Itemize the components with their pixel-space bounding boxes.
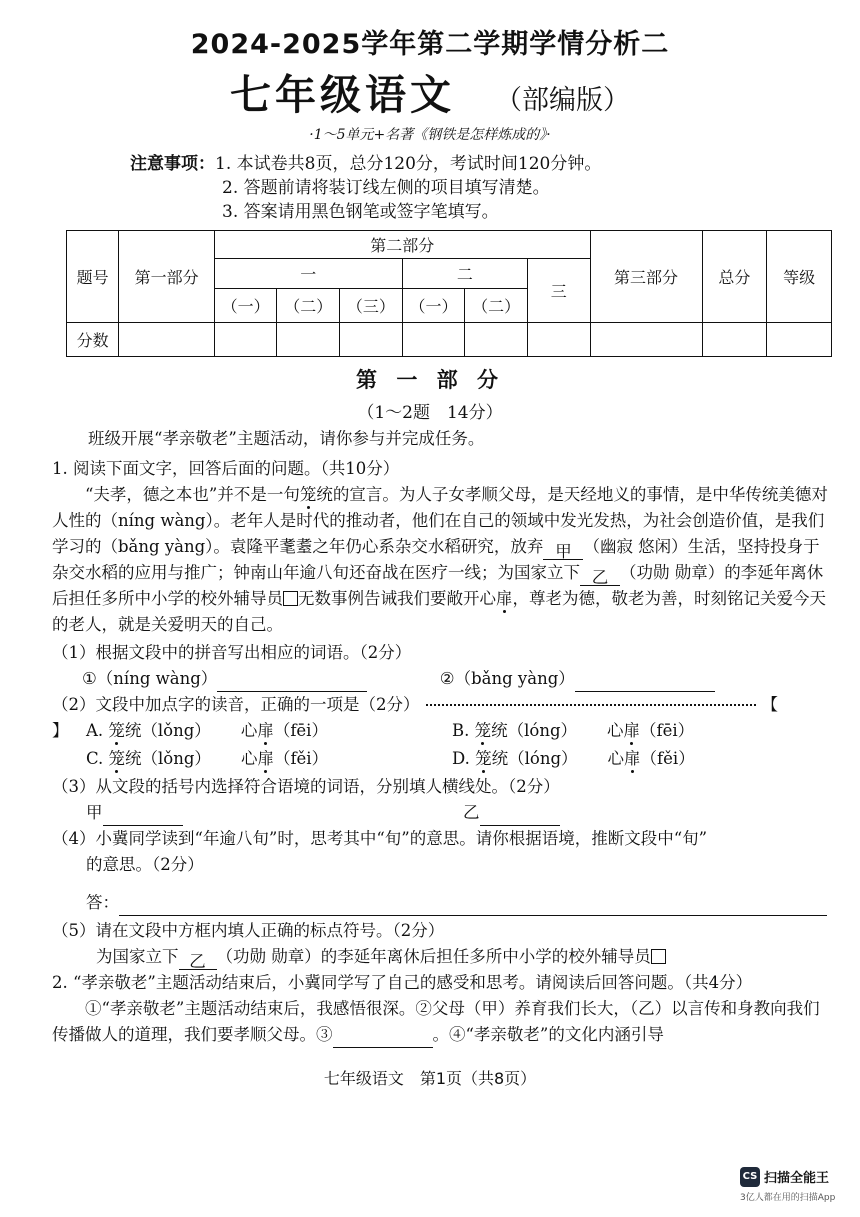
header-qnum: 题号 (67, 231, 119, 323)
section-title: 第 一 部 分 (356, 368, 504, 392)
answer-blank[interactable] (333, 1027, 433, 1048)
option-d[interactable]: D. 笼统（lóng） 心扉（fěi） (452, 749, 695, 768)
watermark-slogan: 3亿人都在用的扫描App (740, 1192, 836, 1203)
q1-options-ab (52, 718, 832, 744)
q1-heading: 1. 阅读下面文字，回答后面的问题。（共10分） (52, 459, 400, 478)
section-intro: 班级开展“孝亲敬老”主题活动，请你参与并完成任务。 (88, 429, 485, 448)
dotted-char: 扉 (496, 589, 513, 608)
option-c[interactable]: C. 笼统（lǒng） 心扉（fěi） (86, 749, 329, 768)
blank-jia[interactable]: 甲 (543, 539, 583, 560)
exam-year-title: 2024-2025学年第二学期学情分析二 (190, 29, 670, 60)
row-score-label: 分数 (67, 323, 119, 357)
q2-heading: 2. “孝亲敬老”主题活动结束后，小冀同学写了自己的感受和思考。请阅读后回答问题。（共4分） (52, 973, 753, 992)
option-b[interactable]: B. 笼统（lóng） 心扉（fēi） (452, 721, 695, 740)
header-group-two: 二 (402, 259, 527, 289)
notice-block (130, 152, 601, 224)
header-part2: 第二部分 (214, 231, 590, 259)
notice-item: 1. 本试卷共8页，总分120分，考试时间120分钟。 (215, 154, 602, 174)
dotted-char: 笼 (299, 485, 317, 504)
punctuation-box[interactable] (283, 591, 298, 606)
q2-passage: ①“孝亲敬老”主题活动结束后，我感悟很深。②父母（甲）养育我们长大，（乙）以言传和身教向我们传播做人的道理，我们要孝顺父母。③ 。④“孝亲敬老”的文化内涵引导 (52, 996, 832, 1048)
bracket-left: 【 (761, 695, 778, 714)
score-cell[interactable] (340, 323, 403, 357)
header-group-three: 三 (527, 259, 590, 323)
notice-item: 2. 答题前请将装订线左侧的项目填写清楚。 (222, 178, 550, 198)
page-footer: 七年级语文 第1页（共8页） (323, 1069, 537, 1088)
q1-sub3-answers: 甲 乙 (52, 800, 832, 826)
header-total: 总分 (702, 231, 767, 323)
score-cell[interactable] (465, 323, 528, 357)
sub1-a-label: ①（níng wàng） (82, 669, 218, 688)
q1-sub4-answer: 答： (52, 890, 832, 916)
punctuation-box[interactable] (651, 949, 666, 964)
score-cell[interactable] (214, 323, 277, 357)
q1-sub1-answers (52, 666, 832, 692)
camscanner-logo-icon: CS (740, 1167, 760, 1187)
score-cell[interactable] (402, 323, 465, 357)
header-sub: （二） (465, 289, 528, 323)
blank-yi[interactable]: 乙 (580, 565, 620, 586)
sub1-b-label: ②（bǎng yàng） (439, 669, 575, 688)
q1-sub4: （4）小冀同学读到“年逾八旬”时，思考其中“旬”的意思。请你根据语境，推断文段中“旬” (52, 829, 708, 848)
score-cell[interactable] (590, 323, 702, 357)
q1-sub5-line: 为国家立下 乙 （功勋 勋章）的李延年离休后担任多所中小学的校外辅导员 (52, 944, 832, 970)
q1-sub1: （1）根据文段中的拼音写出相应的词语。（2分） (52, 643, 412, 662)
blank-yi: 乙 (179, 949, 217, 970)
edition-label: （部编版） (495, 85, 630, 116)
answer-blank-yi[interactable] (480, 805, 560, 826)
header-sub: （一） (402, 289, 465, 323)
header-sub: （三） (340, 289, 403, 323)
q1-passage: “夫孝，德之本也”并不是一句笼统的宣言。为人子女孝顺父母，是天经地义的事情，是中华传统美德对人性的（níng wàng）。老年人是时代的推动者，他们在自己的领域中发光发热，为社会创造价值，是我们学习的（bǎng yàng）。袁隆平耄耋之年仍心系杂交水稻研究，放弃 甲 （幽寂 悠闲）生活，坚持投身于杂交水稻的应用与推广；钟南山年逾八旬还奋战在医疗一线；为国家立下 乙 （功勋 勋章）的李延年离休后担任多所中小学的校外辅导员 无数事例告诫我们要敞开心扉，尊老为德，敬老为善，时刻铭记关爱今天的老人，就是关爱明天的自己。 (52, 485, 828, 634)
watermark-name: 扫描全能王 (764, 1171, 830, 1186)
exam-scope: ·1～5单元+名著《钢铁是怎样炼成的》· (309, 127, 551, 143)
q1-sub5: （5）请在文段中方框内填人正确的标点符号。（2分） (52, 921, 445, 940)
q1-options-cd (52, 746, 832, 772)
answer-line[interactable] (119, 895, 827, 916)
score-cell[interactable] (119, 323, 214, 357)
header-part3: 第三部分 (590, 231, 702, 323)
exam-subject-title (0, 62, 860, 121)
answer-blank-jia[interactable] (103, 805, 183, 826)
q1-sub3: （3）从文段的括号内选择符合语境的词语，分别填人横线处。（2分） (52, 777, 560, 796)
option-a[interactable]: A. 笼统（lǒng） 心扉（fēi） (86, 721, 328, 740)
notice-item: 3. 答案请用黑色钢笔或签字笔填写。 (222, 202, 499, 222)
score-cell[interactable] (702, 323, 767, 357)
q1-sub4-cont: 的意思。（2分） (86, 855, 204, 874)
header-group-one: 一 (214, 259, 402, 289)
score-table (66, 230, 832, 357)
score-cell[interactable] (277, 323, 340, 357)
section-subtitle: （1～2题 14分） (357, 403, 503, 423)
scanner-watermark (740, 1166, 850, 1203)
notice-label: 注意事项： (130, 154, 215, 174)
subject-name: 七年级语文 (230, 71, 455, 119)
header-sub: （一） (214, 289, 277, 323)
q1-sub2: （2）文段中加点字的读音，正确的一项是（2分） 【】 (52, 695, 778, 740)
score-cell[interactable] (767, 323, 832, 357)
bracket-right: 】 (52, 721, 69, 740)
answer-blank[interactable] (217, 671, 367, 692)
header-sub: （二） (277, 289, 340, 323)
header-part1: 第一部分 (119, 231, 214, 323)
score-cell[interactable] (527, 323, 590, 357)
header-grade: 等级 (767, 231, 832, 323)
answer-blank[interactable] (575, 671, 715, 692)
